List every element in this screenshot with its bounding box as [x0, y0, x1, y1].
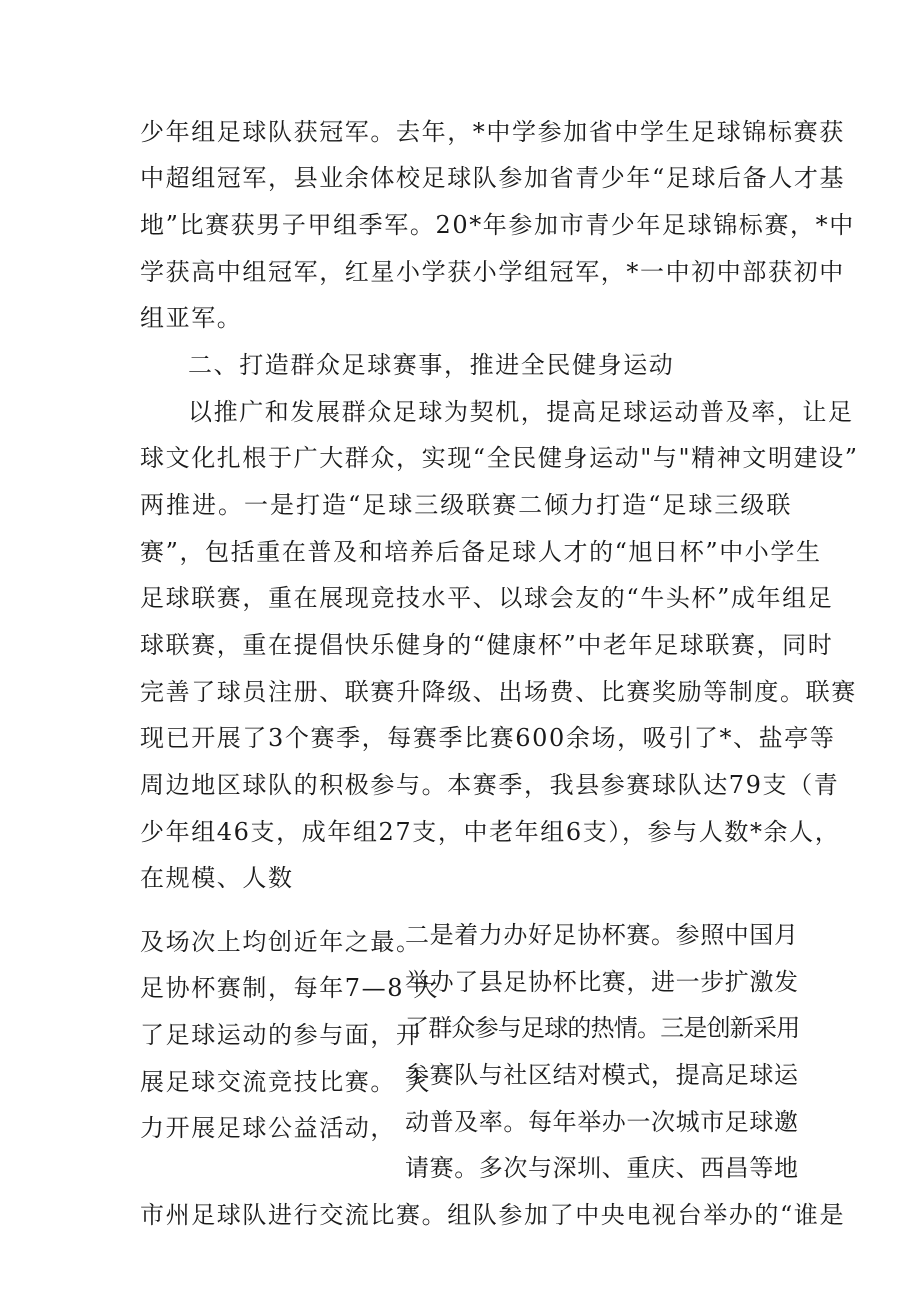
right-column-line: 动普及率。每年举办一次城市足球邀 — [405, 1108, 799, 1136]
text-line: 学获高中组冠军，红星小学获小学组冠军，*一中初中部获初中 — [140, 258, 845, 286]
text-line: 足球联赛，重在展现竞技水平、以球会友的“牛头杯”成年组足 — [140, 584, 834, 612]
text-line: 完善了球员注册、联赛升降级、出场费、比赛奖励等制度。联赛 — [140, 678, 857, 706]
text-line: 以推广和发展群众足球为契机，提高足球运动普及率，让足 — [188, 398, 854, 426]
text-line: 地”比赛获男子甲组季军。20*年参加市青少年足球锦标赛，*中 — [140, 211, 855, 239]
text-line: 中超组冠军，县业余体校足球队参加省青少年“足球后备人才基 — [140, 164, 846, 192]
text-line: 少年组足球队获冠军。去年，*中学参加省中学生足球锦标赛获 — [140, 118, 845, 146]
text-line: 赛”，包括重在普及和培养后备足球人才的“旭日杯”中小学生 — [140, 538, 822, 566]
text-line: 球文化扎根于广大群众，实现“全民健身运动"与"精神文明建设” — [140, 444, 859, 472]
text-line: 球联赛，重在提倡快乐健身的“健康杯”中老年足球联赛，同时 — [140, 631, 834, 659]
right-column-line: 二是着力办好足协杯赛。参照中国月 — [405, 921, 799, 949]
text-line: 少年组46支，成年组27支，中老年组6支），参与人数*余人， — [140, 818, 841, 846]
right-column-line: 请赛。多次与深圳、重庆、西昌等地 — [405, 1154, 799, 1182]
text-line: 两推进。一是打造“足球三级联赛二倾力打造“足球三级联 — [140, 491, 792, 519]
text-line: 市州足球队进行交流比赛。组队参加了中央电视台举办的“谁是 — [140, 1201, 846, 1229]
left-column-line: 了足球运动的参与面，开 — [140, 1021, 422, 1049]
left-column-line: 力开展足球公益活动， — [140, 1114, 396, 1142]
left-column-line: 及场次上均创近年之最。 — [140, 928, 422, 956]
text-line: 周边地区球队的积极参与。本赛季，我县参赛球队达79支（青 — [140, 771, 840, 799]
right-column-line: 参赛队与社区结对模式，提高足球运 — [405, 1061, 799, 1089]
section-heading: 二、打造群众足球赛事，推进全民健身运动 — [188, 351, 675, 379]
right-column-line: 举办了县足协杯比赛，进一步扩激发 — [405, 968, 799, 996]
left-column-line: 展足球交流竞技比赛。 大 — [140, 1068, 431, 1096]
right-column-line: 了群众参与足球的热情。三是创新采用 — [405, 1014, 800, 1042]
text-line: 现已开展了3个赛季，每赛季比赛600余场，吸引了*、盐亭等 — [140, 724, 836, 752]
left-column-line: 足协杯赛制，每年7—8 大 — [140, 974, 439, 1002]
text-line: 组亚军。 — [140, 304, 243, 332]
text-line: 在规模、人数 — [140, 864, 294, 892]
